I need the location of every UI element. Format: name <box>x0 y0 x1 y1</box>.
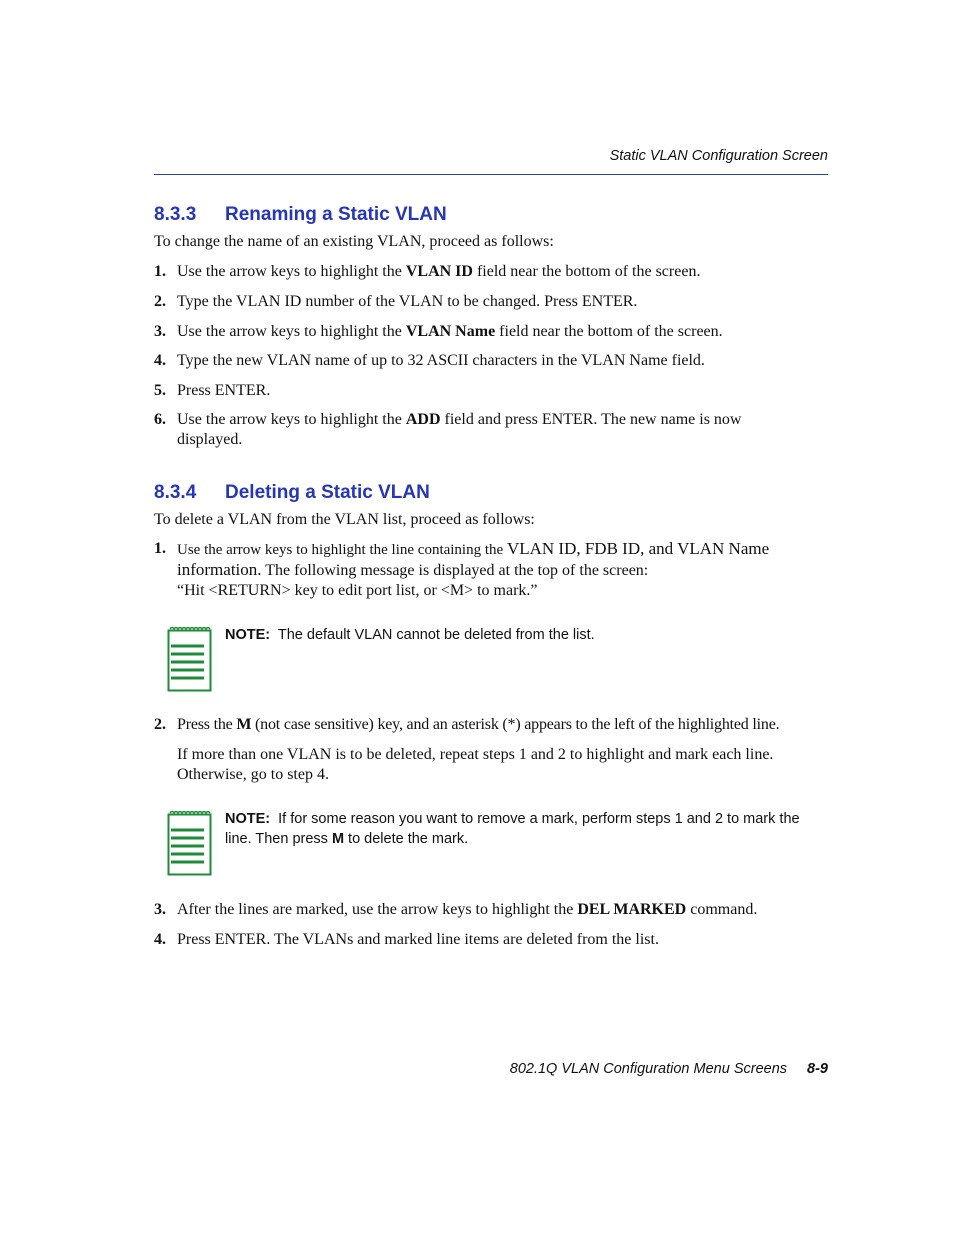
note-text: NOTE: The default VLAN cannot be deleted from the list. <box>225 627 595 643</box>
running-header: Static VLAN Configuration Screen <box>609 148 828 164</box>
note-box <box>167 626 829 696</box>
footer-chapter: 802.1Q VLAN Configuration Menu Screens <box>509 1061 788 1077</box>
list-item: 4. Press ENTER. The VLANs and marked line items are deleted from the list. <box>154 931 659 948</box>
section-title: Renaming a Static VLAN <box>225 204 447 225</box>
list-item: 1. Use the arrow keys to highlight the VLAN ID field near the bottom of the screen. <box>154 263 701 280</box>
section-intro: To change the name of an existing VLAN, proceed as follows: <box>154 233 554 250</box>
page-footer <box>510 1061 828 1077</box>
list-item: 3. Use the arrow keys to highlight the VLAN Name field near the bottom of the screen. <box>154 323 723 340</box>
section-intro: To delete a VLAN from the VLAN list, proceed as follows: <box>154 511 535 528</box>
list-item: 6. Use the arrow keys to highlight the ADD field and press ENTER. The new name is now displayed. <box>154 411 742 448</box>
section-heading-deleting <box>154 482 430 504</box>
section-number: 8.3.4 <box>154 482 197 503</box>
list-item: 3. After the lines are marked, use the arrow keys to highlight the DEL MARKED command. <box>154 901 758 918</box>
step-followup: If more than one VLAN is to be deleted, repeat steps 1 and 2 to highlight and mark each line. Otherwise, go to step 4. <box>177 746 774 783</box>
notepad-icon <box>167 810 213 876</box>
list-item: 1. Use the arrow keys to highlight the line containing the VLAN ID, FDB ID, and VLAN Name information. The following message is displayed at the top of the screen: “Hit <RETURN> key to edit port list, or <M> to mark.” <box>154 539 770 599</box>
section-heading-renaming <box>154 204 447 226</box>
page-number: 8-9 <box>807 1061 828 1077</box>
notepad-icon <box>167 626 213 692</box>
note-text: NOTE: If for some reason you want to remove a mark, perform steps 1 and 2 to mark the line. Then press M to delete the mark. <box>225 811 800 847</box>
list-item: 2. Type the VLAN ID number of the VLAN to be changed. Press ENTER. <box>154 293 638 310</box>
list-item: 4. Type the new VLAN name of up to 32 ASCII characters in the VLAN Name field. <box>154 352 705 369</box>
note-box <box>167 810 829 880</box>
section-title: Deleting a Static VLAN <box>225 482 430 503</box>
list-item: 2. Press the M (not case sensitive) key, and an asterisk (*) appears to the left of the highlighted line. <box>154 716 780 733</box>
quoted-message: “Hit <RETURN> key to edit port list, or <M> to mark.” <box>177 582 538 599</box>
header-rule <box>154 174 828 175</box>
list-item: 5. Press ENTER. <box>154 382 271 399</box>
section-number: 8.3.3 <box>154 204 197 225</box>
